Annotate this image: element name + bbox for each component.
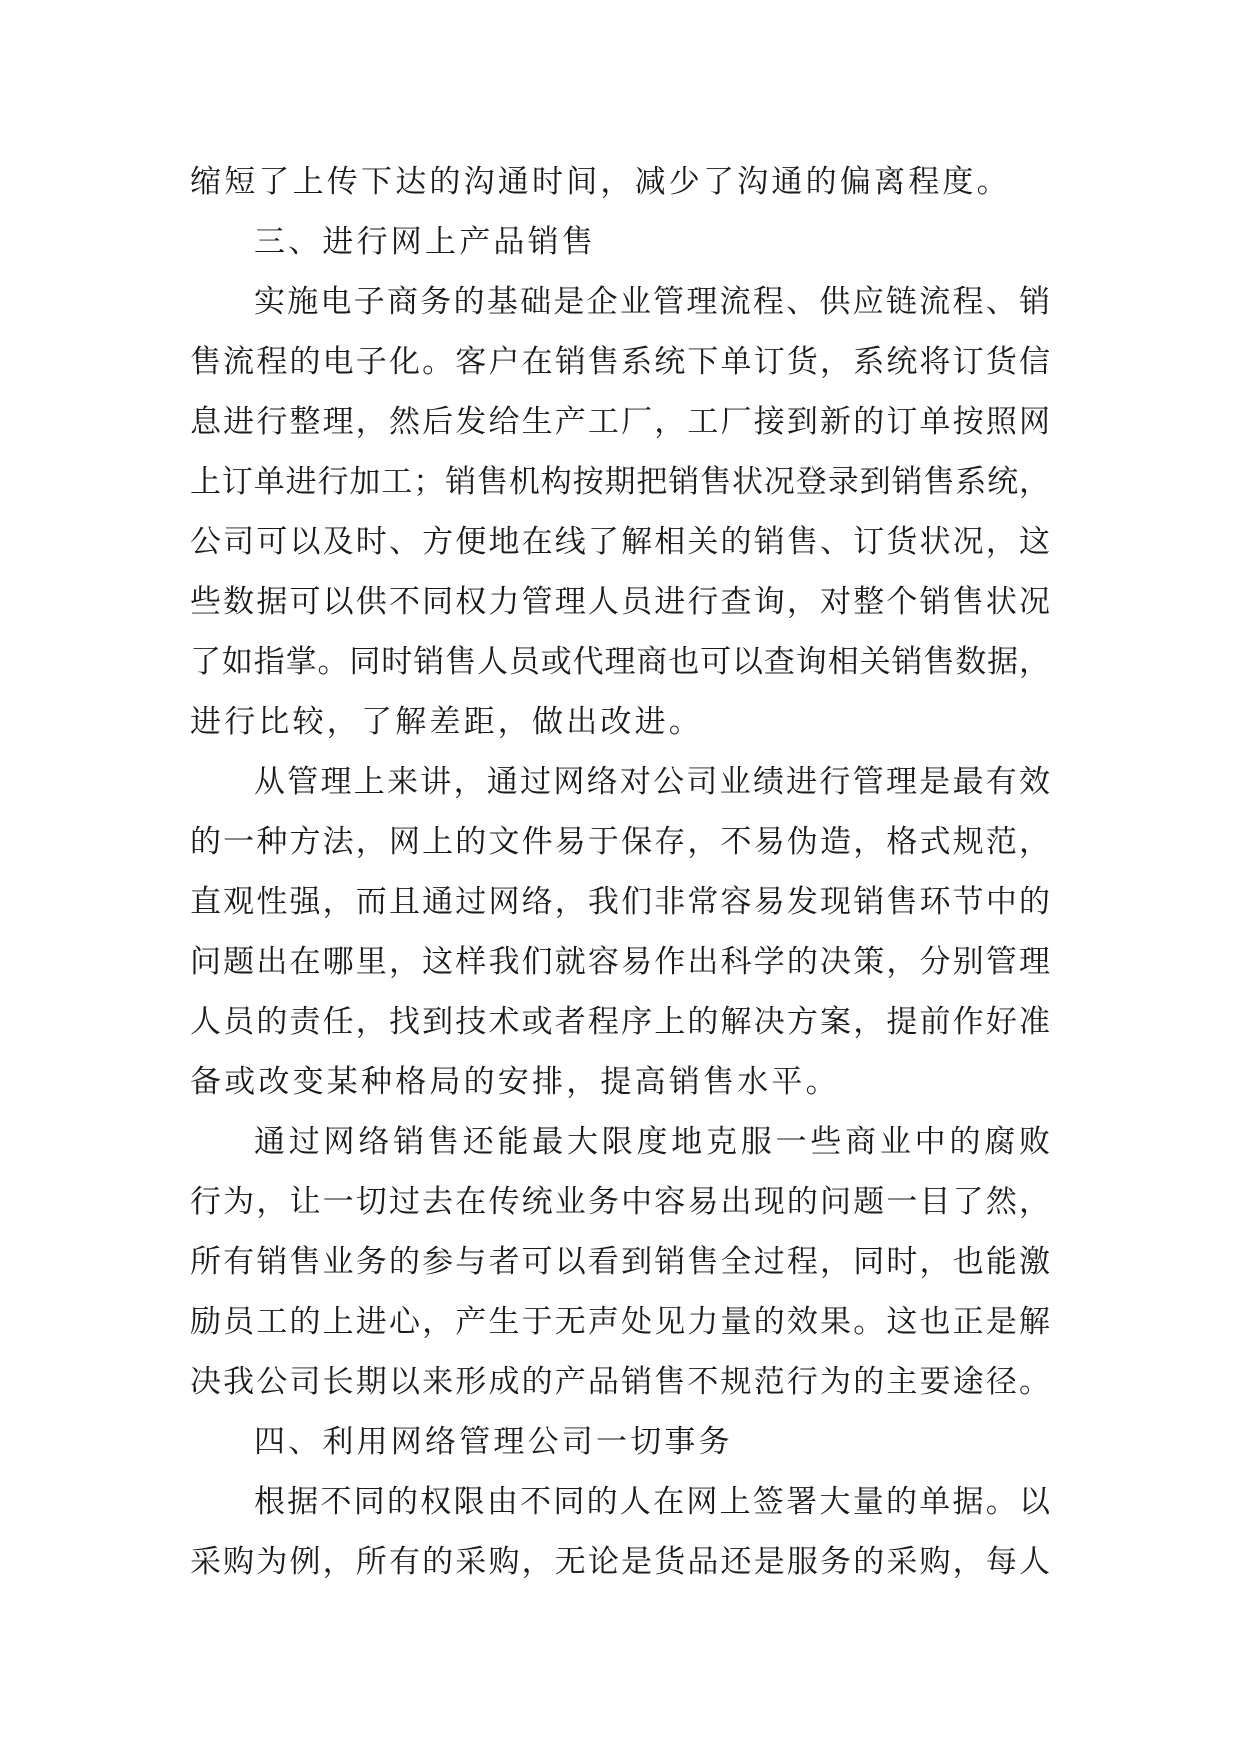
document-body [190, 152, 1050, 1592]
text-line: 所有销售业务的参与者可以看到销售全过程，同时，也能激 [190, 1244, 1050, 1280]
text-line: 了如指掌。同时销售人员或代理商也可以查询相关销售数据， [190, 644, 1050, 680]
paragraph-first-line: 四、利用网络管理公司一切事务 [254, 1424, 733, 1460]
text-line: 息进行整理，然后发给生产工厂，工厂接到新的订单按照网 [190, 404, 1050, 440]
text-line: 些数据可以供不同权力管理人员进行查询，对整个销售状况 [190, 584, 1050, 620]
text-line: 售流程的电子化。客户在销售系统下单订货，系统将订货信 [190, 344, 1050, 380]
text-line: 进行比较，了解差距，做出改进。 [190, 704, 703, 740]
text-line: 行为，让一切过去在传统业务中容易出现的问题一目了然， [190, 1184, 1050, 1220]
text-line: 备或改变某种格局的安排，提高销售水平。 [190, 1064, 840, 1100]
paragraph-first-line: 根据不同的权限由不同的人在网上签署大量的单据。以 [254, 1484, 1050, 1520]
paragraph-first-line: 从管理上来讲，通过网络对公司业绩进行管理是最有效 [254, 764, 1050, 800]
paragraph-first-line: 实施电子商务的基础是企业管理流程、供应链流程、销 [254, 284, 1050, 320]
text-line: 缩短了上传下达的沟通时间，减少了沟通的偏离程度。 [190, 164, 1011, 200]
text-line: 决我公司长期以来形成的产品销售不规范行为的主要途径。 [190, 1364, 1050, 1400]
text-line: 采购为例，所有的采购，无论是货品还是服务的采购，每人 [190, 1544, 1050, 1580]
text-line: 直观性强，而且通过网络，我们非常容易发现销售环节中的 [190, 884, 1050, 920]
text-line: 公司可以及时、方便地在线了解相关的销售、订货状况，这 [190, 524, 1050, 560]
text-line: 人员的责任，找到技术或者程序上的解决方案，提前作好准 [190, 1004, 1050, 1040]
text-line: 励员工的上进心，产生于无声处见力量的效果。这也正是解 [190, 1304, 1050, 1340]
paragraph-first-line: 通过网络销售还能最大限度地克服一些商业中的腐败 [254, 1124, 1050, 1160]
text-line: 上订单进行加工；销售机构按期把销售状况登录到销售系统， [190, 464, 1050, 500]
paragraph-first-line: 三、进行网上产品销售 [254, 224, 596, 260]
text-line: 问题出在哪里，这样我们就容易作出科学的决策，分别管理 [190, 944, 1050, 980]
text-line: 的一种方法，网上的文件易于保存，不易伪造，格式规范， [190, 824, 1050, 860]
